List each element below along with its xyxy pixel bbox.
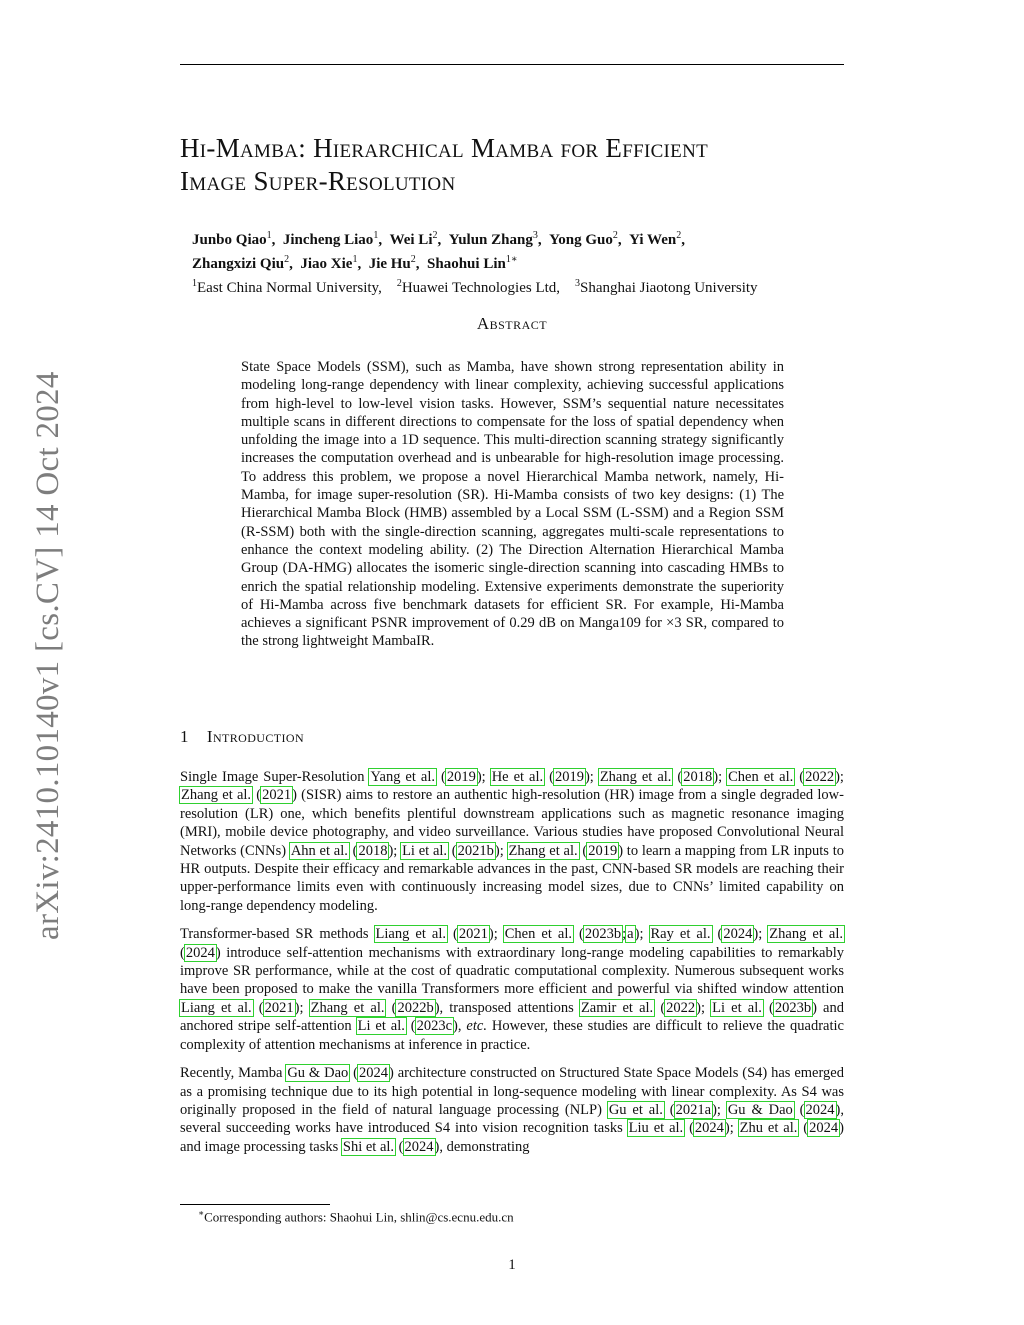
page-number: 1 <box>508 1257 516 1273</box>
paragraph-text: ); <box>713 769 728 785</box>
affiliation-line: $^1$East China Normal University, $^2$Huawei Technologies Ltd, $^3$Shanghai Jiaotong University <box>192 278 758 296</box>
affiliation-name: East China Normal University <box>197 280 379 296</box>
author-name: Shaohui Lin <box>427 256 506 272</box>
paper-title <box>180 132 860 198</box>
citation-link[interactable]: Zhang et al. <box>310 999 385 1016</box>
author-name: Junbo Qiao <box>192 232 267 248</box>
paragraph-text: ( <box>405 1018 416 1035</box>
paragraph-text: ), <box>453 1018 467 1035</box>
paragraph-text: However, these studies are difficult to relieve the quadratic complexity of attention mechanisms at inference in practice. <box>180 1018 844 1053</box>
footnote-text: Corresponding authors: Shaohui Lin, shlin@cs.ecnu.edu.cn <box>204 1209 514 1225</box>
citation-link[interactable]: 2021b <box>457 842 494 859</box>
citation-link[interactable]: 2023b <box>774 999 812 1016</box>
paragraph-text: ( <box>544 769 554 785</box>
paragraph-text: ) architecture constructed on Structured State Space Models (S4) has emerged as a promising technique due to its high potential in long-sequence modeling with linear complexity. As S4 was originally proposed in the field of natural language processing (NLP) <box>180 1065 844 1118</box>
citation-link[interactable]: 2021 <box>458 926 488 943</box>
citation-link[interactable]: 2024 <box>694 1120 724 1137</box>
citation-link[interactable]: Ahn et al. <box>290 842 348 859</box>
paragraph-text: ); <box>835 769 844 785</box>
author-affiliation-mark: 1 <box>266 230 272 241</box>
citation-link[interactable]: 2021 <box>264 999 294 1016</box>
paragraph-text: ) (SISR) aims to restore an authentic high-resolution (HR) image from a single degraded low-resolution (LR) one, which benefits plentiful downstream applications such as magnetic resonance imaging (MRI), mobile device photography, and video surveillance. Various studies have proposed Convolutional Neural Networks (CNNs) <box>180 787 844 859</box>
citation-link[interactable]: He et al. <box>491 769 544 785</box>
citation-link[interactable]: Zhang et al. <box>508 842 578 859</box>
author-affiliation-mark: 3 <box>532 230 538 241</box>
paragraph-text: ); <box>488 926 504 943</box>
footnote <box>198 1208 514 1225</box>
citation-link[interactable]: Gu & Dao <box>287 1065 349 1082</box>
paragraph-text: ( <box>436 769 446 785</box>
paragraph-text: ( <box>349 1065 358 1082</box>
citation-link[interactable]: a <box>627 926 634 943</box>
author-block <box>192 226 832 298</box>
paragraph-text: ); <box>584 769 599 785</box>
paragraph-text: ( <box>663 1101 675 1118</box>
citation-link[interactable]: 2023b <box>584 926 622 943</box>
citation-link[interactable]: 2022b <box>397 999 434 1016</box>
paragraph-text: ( <box>762 999 774 1016</box>
author-name: Jie Hu <box>368 256 411 272</box>
citation-link[interactable]: 2022 <box>805 769 835 785</box>
intro-paragraph <box>180 768 844 915</box>
author-name: Yi Wen <box>629 232 677 248</box>
citation-link[interactable]: Zamir et al. <box>580 999 654 1016</box>
paragraph-text: ); <box>494 842 508 859</box>
paragraph-text: Recently, Mamba <box>180 1065 287 1082</box>
paragraph-text: ( <box>793 1101 805 1118</box>
affiliation-mark: 3 <box>575 278 581 289</box>
citation-link[interactable]: Zhu et al. <box>739 1120 798 1137</box>
citation-link[interactable]: Gu & Dao <box>727 1101 793 1118</box>
author-affiliation-mark: 1 <box>352 254 358 265</box>
author-affiliation-mark: 2 <box>432 230 438 241</box>
citation-link[interactable]: Ray et al. <box>650 926 711 943</box>
author-name: Yulun Zhang <box>448 232 533 248</box>
title-line-2: Image Super-Resolution <box>180 166 456 196</box>
citation-link[interactable]: 2024 <box>723 926 753 943</box>
citation-link[interactable]: Liu et al. <box>628 1120 684 1137</box>
citation-link[interactable]: 2024 <box>359 1065 388 1082</box>
citation-link[interactable]: 2018 <box>358 842 388 859</box>
paragraph-text: ( <box>573 926 584 943</box>
citation-link[interactable]: Li et al. <box>402 842 448 859</box>
paragraph-text: ); <box>634 926 650 943</box>
section-heading <box>180 727 304 747</box>
footnote-mark: ∗ <box>198 1208 205 1218</box>
arxiv-stamp[interactable]: arXiv:2410.10140v1 [cs.CV] 14 Oct 2024 <box>30 371 66 940</box>
citation-link[interactable]: 2024 <box>404 1138 434 1155</box>
introduction-body <box>180 768 844 1166</box>
paragraph-text: ) and anchored stripe self-attention <box>180 999 844 1035</box>
header-rule <box>180 64 844 65</box>
abstract-text: State Space Models (SSM), such as Mamba, have shown strong representation ability in modeling long-range dependency with linear complexity, achieving successful applications from high-level to low-level vision tasks. However, SSM’s sequential nature necessitates multiple scans in different directions to compensate for the loss of spatial dependency when unfolding the image into a 1D sequence. This multi-direction scanning strategy significantly increases the computation overhead and is unbearable for high-resolution image processing. To address this problem, we propose a novel Hierarchical Mamba network, namely, Hi-Mamba, for image super-resolution (SR). Hi-Mamba consists of two key designs: (1) The Hierarchical Mamba Block (HMB) assembled by a Local SSM (L-SSM) and a Region SSM (R-SSM) both with the single-direction scanning, aggregates multi-scale representations to enhance the context modeling ability. (2) The Direction Alternation Hierarchical Mamba Group (DA-HMG) allocates the isomeric single-direction scanning into cascading HMBs to enrich the spatial relationship modeling. Extensive experiments demonstrate the superiority of Hi-Mamba across five benchmark datasets for efficient SR. For example, Hi-Mamba achieves a significant PSNR improvement of 0.29 dB on Manga109 for ×3 SR, compared to the strong lightweight MambaIR. <box>241 359 784 650</box>
paragraph-text: ) to learn a mapping from LR inputs to HR outputs. Despite their efficacy and remarkable advances in the past, CNN-based SR models are reaching their upper-performance limits even with continuously increasing model sizes, due to CNNs’ limited capability on long-range dependency modeling. <box>180 842 844 914</box>
intro-paragraph <box>180 925 844 1054</box>
paragraph-text: ); <box>696 999 712 1016</box>
paragraph-text: ); <box>388 842 402 859</box>
author-name: Wei Li <box>389 232 433 248</box>
paragraph-text: ( <box>446 926 458 943</box>
author-line-2: Zhangxizi Qiu$^2$, Jiao Xie$^1$, Jie Hu$^2$, Shaohui Lin$^{1∗}$ <box>192 254 518 272</box>
paragraph-text: ); <box>294 999 310 1016</box>
title-line-1: Hi-Mamba: Hierarchical Mamba for Efficient <box>180 133 709 163</box>
paragraph-text: ), demonstrating <box>434 1138 530 1155</box>
author-affiliation-mark: 1 <box>373 230 379 241</box>
citation-link[interactable]: Yang et al. <box>370 769 435 785</box>
citation-link[interactable]: Zhang et al. <box>769 926 843 943</box>
citation-link[interactable]: Li et al. <box>712 999 762 1016</box>
author-affiliation-mark: 2 <box>612 230 618 241</box>
paragraph-text: ); <box>753 926 769 943</box>
paragraph-text: Single Image Super-Resolution <box>180 769 370 785</box>
italic-text: etc. <box>466 1018 487 1035</box>
paragraph-text: Transformer-based SR methods <box>180 926 375 943</box>
citation-link[interactable]: 2021 <box>262 787 292 804</box>
citation-link[interactable]: Zhang et al. <box>599 769 672 785</box>
footnote-rule <box>180 1204 330 1205</box>
section-title: Introduction <box>206 727 305 746</box>
paragraph-text: ); <box>724 1120 739 1137</box>
citation-link[interactable]: 2019 <box>588 842 618 859</box>
paragraph-text: ( <box>448 842 457 859</box>
author-name: Zhangxizi Qiu <box>192 256 285 272</box>
section-number: 1 <box>180 727 189 746</box>
author-name: Jiao Xie <box>300 256 353 272</box>
affiliation-name: Huawei Technologies Ltd <box>401 280 557 296</box>
paragraph-text: ( <box>684 1120 694 1137</box>
affiliation-mark: 2 <box>396 278 402 289</box>
author-line-1: Junbo Qiao$^1$, Jincheng Liao$^1$, Wei Li$^2$, Yulun Zhang$^3$, Yong Guo$^2$, Yi Wen$^2$, <box>192 230 685 248</box>
citation-link[interactable]: Chen et al. <box>728 769 794 785</box>
paragraph-text: ); <box>476 769 491 785</box>
citation-link[interactable]: 2021a <box>675 1101 712 1118</box>
citation-link[interactable]: Gu et al. <box>608 1101 663 1118</box>
paragraph-text: ( <box>578 842 588 859</box>
abstract-heading: Abstract <box>476 314 548 333</box>
author-affiliation-mark: 2 <box>284 254 290 265</box>
citation-link[interactable]: 2023c <box>416 1018 453 1035</box>
citation-link[interactable]: Li et al. <box>357 1018 405 1035</box>
citation-link[interactable]: Liang et al. <box>181 999 252 1016</box>
paragraph-text: ( <box>794 769 805 785</box>
paragraph-text: ( <box>348 842 358 859</box>
citation-link[interactable]: 2024 <box>185 944 215 961</box>
paragraph-text: ( <box>672 769 683 785</box>
paragraph-text: ); <box>712 1101 727 1118</box>
citation-link[interactable]: Chen et al. <box>504 926 573 943</box>
citation-link[interactable]: 2018 <box>683 769 713 785</box>
citation-link[interactable]: Liang et al. <box>375 926 446 943</box>
paragraph-text: ), transposed attentions <box>434 999 580 1016</box>
paragraph-text: ( <box>711 926 723 943</box>
author-name: Jincheng Liao <box>282 232 374 248</box>
paragraph-text: ( <box>654 999 666 1016</box>
paragraph-text: ( <box>385 999 397 1016</box>
citation-link[interactable]: 2019 <box>446 769 476 785</box>
paragraph-text: ), several succeeding works have introduced S4 into vision recognition tasks <box>180 1101 844 1137</box>
author-affiliation-mark: 2 <box>410 254 416 265</box>
paragraph-text: ( <box>395 1138 404 1155</box>
paragraph-text: ( <box>798 1120 809 1137</box>
author-name: Yong Guo <box>549 232 613 248</box>
affiliation-name: Shanghai Jiaotong University <box>580 280 758 296</box>
intro-paragraph <box>180 1064 844 1156</box>
paragraph-text: ) and image processing tasks <box>180 1120 844 1155</box>
author-affiliation-mark: 2 <box>676 230 682 241</box>
citation-link[interactable]: 2022 <box>666 999 696 1016</box>
author-affiliation-mark: 1∗ <box>505 254 518 265</box>
paragraph-text: ; <box>622 926 627 943</box>
citation-link[interactable]: Shi et al. <box>342 1138 395 1155</box>
citation-link[interactable]: 2024 <box>805 1101 835 1118</box>
paragraph-text: ( <box>252 787 262 804</box>
citation-link[interactable]: 2024 <box>809 1120 839 1137</box>
citation-link[interactable]: Zhang et al. <box>181 787 252 804</box>
paragraph-text: ) introduce self-attention mechanisms with extraordinary long-range modeling capabilities to remarkably improve SR performance, while at the cost of quadratic computational complexity. Numerous subsequent works have been proposed to make the vanilla Transformers more efficient and powerful via shifted window attention <box>180 944 844 998</box>
citation-link[interactable]: 2019 <box>554 769 584 785</box>
paragraph-text: ( <box>180 944 185 961</box>
paragraph-text: ( <box>252 999 264 1016</box>
affiliation-mark: 1 <box>192 278 197 289</box>
